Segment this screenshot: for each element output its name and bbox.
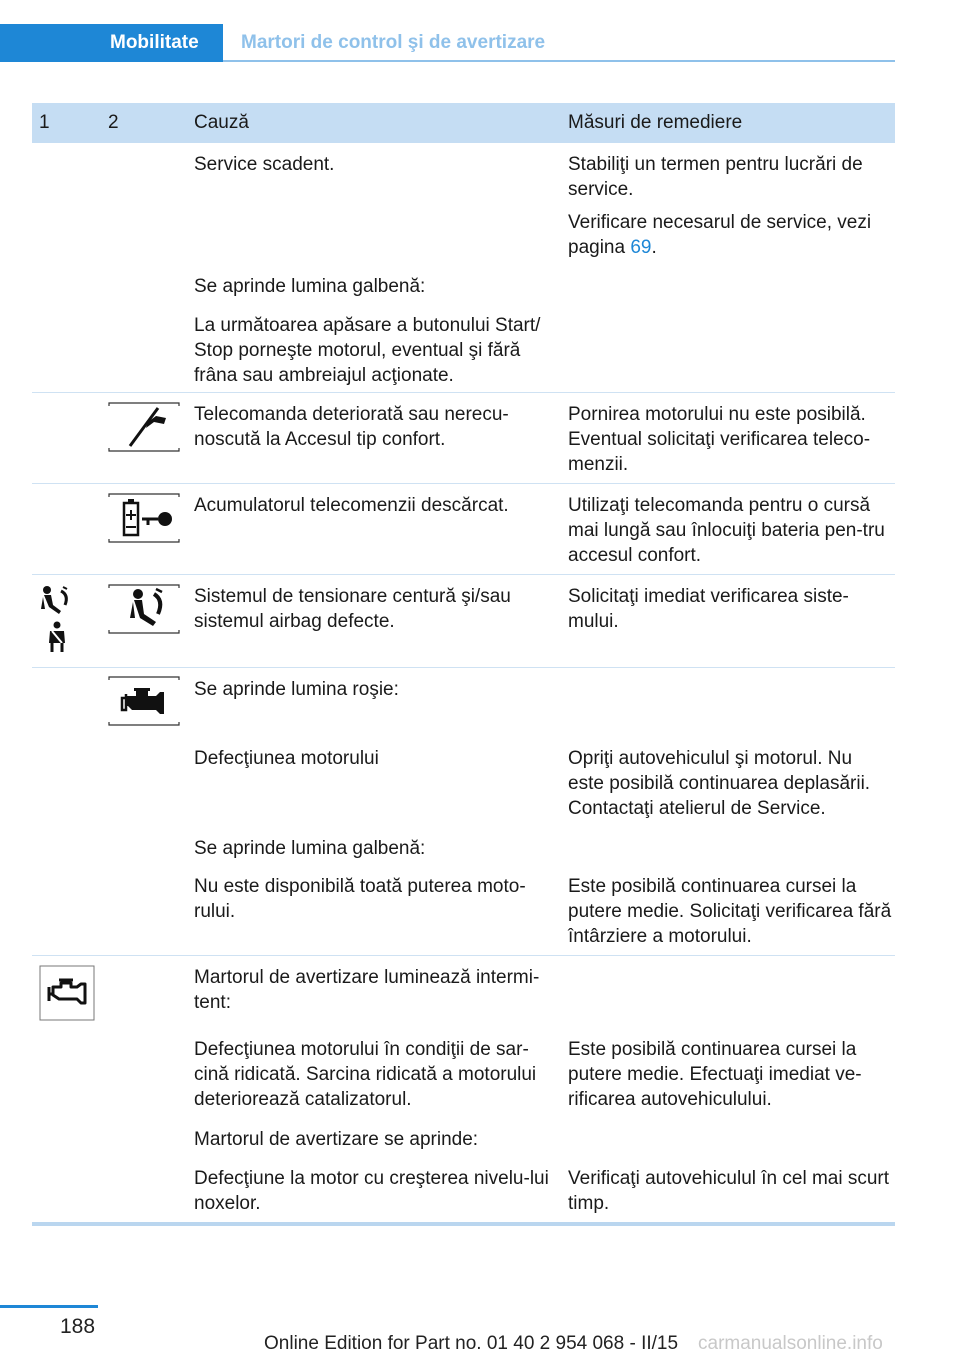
remedy-text: Pornirea motorului nu este posibilă. Eventual solicitaţi verificarea teleco-menzii. — [568, 404, 871, 475]
cause-text: Telecomanda deteriorată sau nerecu-noscută la Accesul tip confort. — [194, 404, 509, 450]
page-number: 188 — [60, 1315, 96, 1338]
remedy-text: Opriţi autovehiculul şi motorul. Nu este posibilă continuarea deplasării. Contactaţi atelierul de Service. — [568, 748, 871, 819]
header-rule — [223, 60, 895, 62]
cause-text: Se aprinde lumina galbenă: — [194, 276, 426, 297]
cause-text: La următoarea apăsare a butonului Start/ Stop porneşte motorul, eventual şi fără frâna sau ambreiajul acţionate. — [194, 315, 541, 386]
remedy-text: Utilizaţi telecomanda pentru o cursă mai lungă sau înlocuiţi bateria pen-tru accesul confort. — [568, 495, 885, 566]
remedy-text: Este posibilă continuarea cursei la putere medie. Solicitaţi verificarea fără întârziere a motorului. — [568, 876, 892, 947]
engine-icon — [108, 676, 180, 726]
col-header-remedy: Măsuri de remediere — [568, 112, 743, 133]
cause-text: Sistemul de tensionare centură şi/sau sistemul airbag defecte. — [194, 586, 511, 632]
cause-text: Defecţiunea motorului în condiţii de sar-cină ridicată. Sarcina ridicată a motorului deteriorează catalizatorul. — [194, 1039, 537, 1110]
cause-text: Defecţiune la motor cu creşterea nivelu-lui noxelor. — [194, 1168, 549, 1214]
warning-lights-table — [32, 103, 895, 1226]
table-header — [32, 103, 895, 143]
remedy-text: Stabiliţi un termen pentru lucrări de service. — [568, 154, 863, 200]
seatbelt-icon — [44, 621, 70, 658]
col-header-1: 1 — [39, 112, 50, 133]
engine-outline-icon — [39, 965, 95, 1026]
key-crossed-icon — [108, 402, 180, 452]
table-row — [32, 143, 895, 393]
cause-text: Se aprinde lumina galbenă: — [194, 838, 426, 859]
table-row — [32, 575, 895, 668]
table-row — [32, 956, 895, 1226]
cause-text: Service scadent. — [194, 154, 335, 175]
key-battery-icon — [108, 493, 180, 543]
cause-text: Martorul de avertizare se aprinde: — [194, 1129, 479, 1150]
watermark: carmanualsonline.info — [698, 1333, 883, 1354]
page-header — [0, 24, 895, 62]
table-row — [32, 393, 895, 484]
cause-text: Martorul de avertizare luminează intermi-tent: — [194, 967, 540, 1013]
cause-text: Acumulatorul telecomenzii descărcat. — [194, 495, 509, 516]
cause-text: Se aprinde lumina roşie: — [194, 679, 399, 700]
airbag-icon — [108, 584, 180, 634]
table-row — [32, 668, 895, 956]
cause-text: Nu este disponibilă toată puterea moto-rului. — [194, 876, 526, 922]
col-header-2: 2 — [108, 112, 119, 133]
remedy-text: Verificaţi autovehiculul în cel mai scurt timp. — [568, 1168, 890, 1214]
footer-rule — [0, 1305, 98, 1308]
remedy-text: Este posibilă continuarea cursei la putere medie. Efectuaţi imediat ve-rificarea autovehiculului. — [568, 1039, 862, 1110]
remedy-text: Verificare necesarul de service, vezi pagina 69. — [568, 212, 872, 258]
section-label: Mobilitate — [110, 32, 199, 53]
remedy-text: Solicitaţi imediat verificarea siste-mului. — [568, 586, 849, 632]
col-header-cause: Cauză — [194, 112, 249, 133]
chapter-title: Martori de control şi de avertizare — [241, 32, 546, 53]
airbag-icon — [39, 585, 73, 620]
table-row — [32, 484, 895, 575]
edition-note: Online Edition for Part no. 01 40 2 954 068 - II/15 — [264, 1333, 679, 1354]
cause-text: Defecţiunea motorului — [194, 748, 379, 769]
page-link[interactable]: 69 — [630, 237, 652, 258]
